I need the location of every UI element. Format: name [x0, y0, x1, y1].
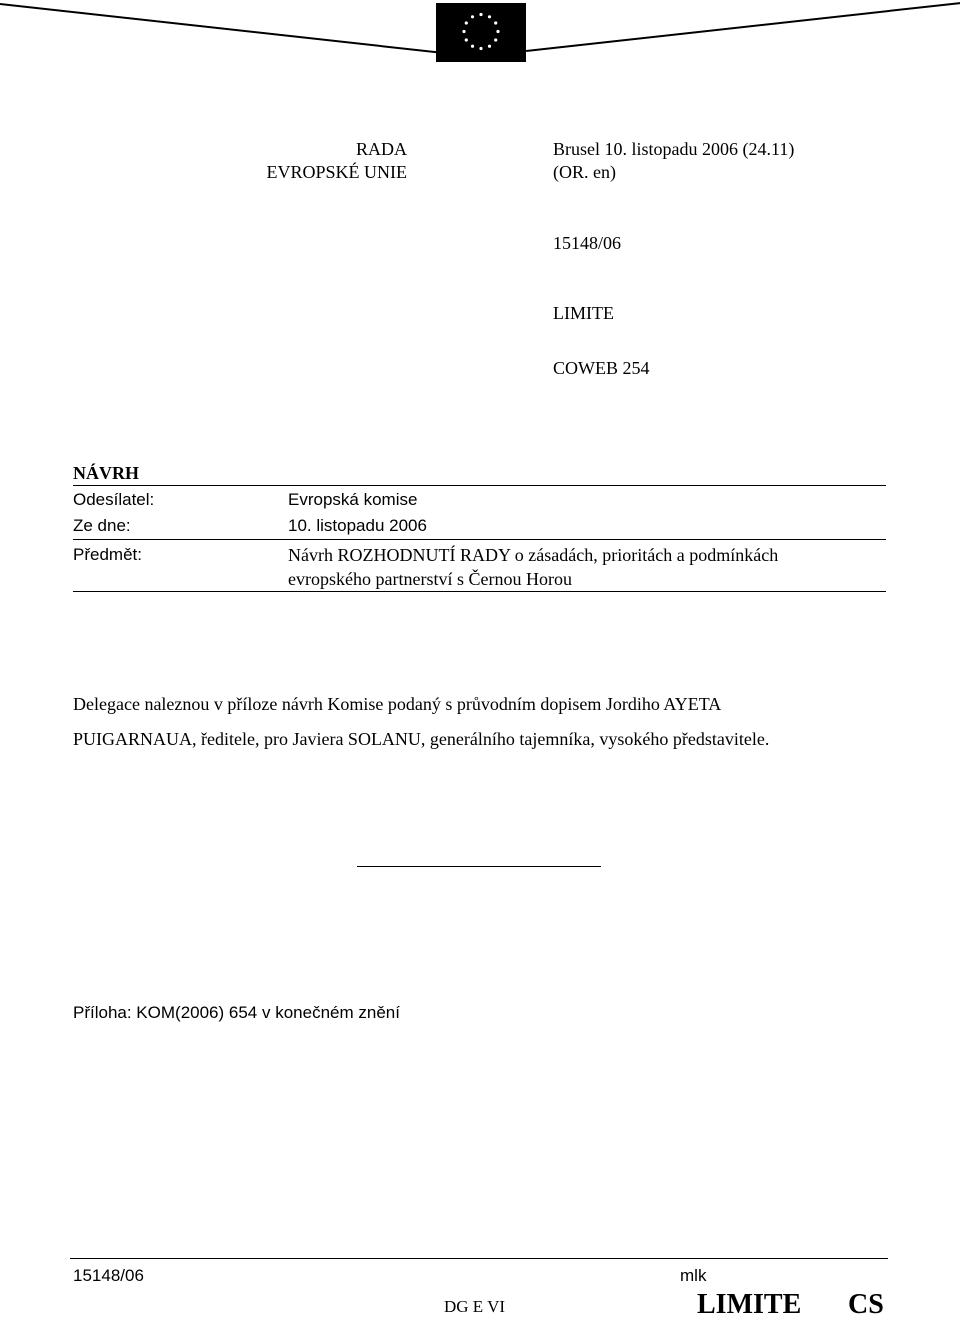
section-separator — [357, 866, 601, 867]
footer-initials: mlk — [680, 1266, 707, 1285]
footer-divider — [70, 1258, 888, 1259]
subject-label: Předmět: — [73, 545, 142, 564]
eu-flag-emblem — [436, 3, 526, 62]
header-original-language: (OR. en) — [553, 162, 616, 182]
header-date: Brusel 10. listopadu 2006 (24.11) — [553, 139, 795, 159]
form-divider-middle — [73, 539, 886, 540]
subject-line1: Návrh ROZHODNUTÍ RADY o zásadách, prioritách a podmínkách — [288, 545, 779, 565]
footer-doc-number: 15148/06 — [73, 1266, 144, 1285]
form-heading: NÁVRH — [73, 463, 139, 483]
header-code: COWEB 254 — [553, 358, 650, 378]
org-name-line2: EVROPSKÉ UNIE — [266, 162, 407, 182]
eu-stars-icon — [436, 3, 526, 62]
org-name-line1: RADA — [355, 139, 407, 159]
header-decor-line-right — [526, 2, 960, 52]
form-divider-bottom — [73, 591, 886, 592]
header-doc-number: 15148/06 — [553, 233, 622, 253]
subject-line2: evropského partnerství s Černou Horou — [288, 569, 572, 589]
body-paragraph-line2: PUIGARNAUA, ředitele, pro Javiera SOLANU, generálního tajemníka, vysokého představitele. — [73, 729, 770, 749]
annex-reference: Příloha: KOM(2006) 654 v konečném znění — [73, 1003, 400, 1022]
footer-dg: DG E VI — [444, 1297, 506, 1316]
header-classification: LIMITE — [553, 303, 614, 323]
sender-label: Odesílatel: — [73, 490, 155, 509]
sender-value: Evropská komise — [288, 490, 418, 509]
body-paragraph-line1: Delegace naleznou v příloze návrh Komise podaný s průvodním dopisem Jordiho AYETA — [73, 694, 722, 714]
header-decor-line-left — [0, 3, 447, 54]
footer-language: CS — [848, 1289, 884, 1320]
date-label: Ze dne: — [73, 516, 131, 535]
date-value: 10. listopadu 2006 — [288, 516, 427, 535]
form-divider-top — [73, 485, 886, 486]
footer-classification: LIMITE — [697, 1289, 802, 1320]
